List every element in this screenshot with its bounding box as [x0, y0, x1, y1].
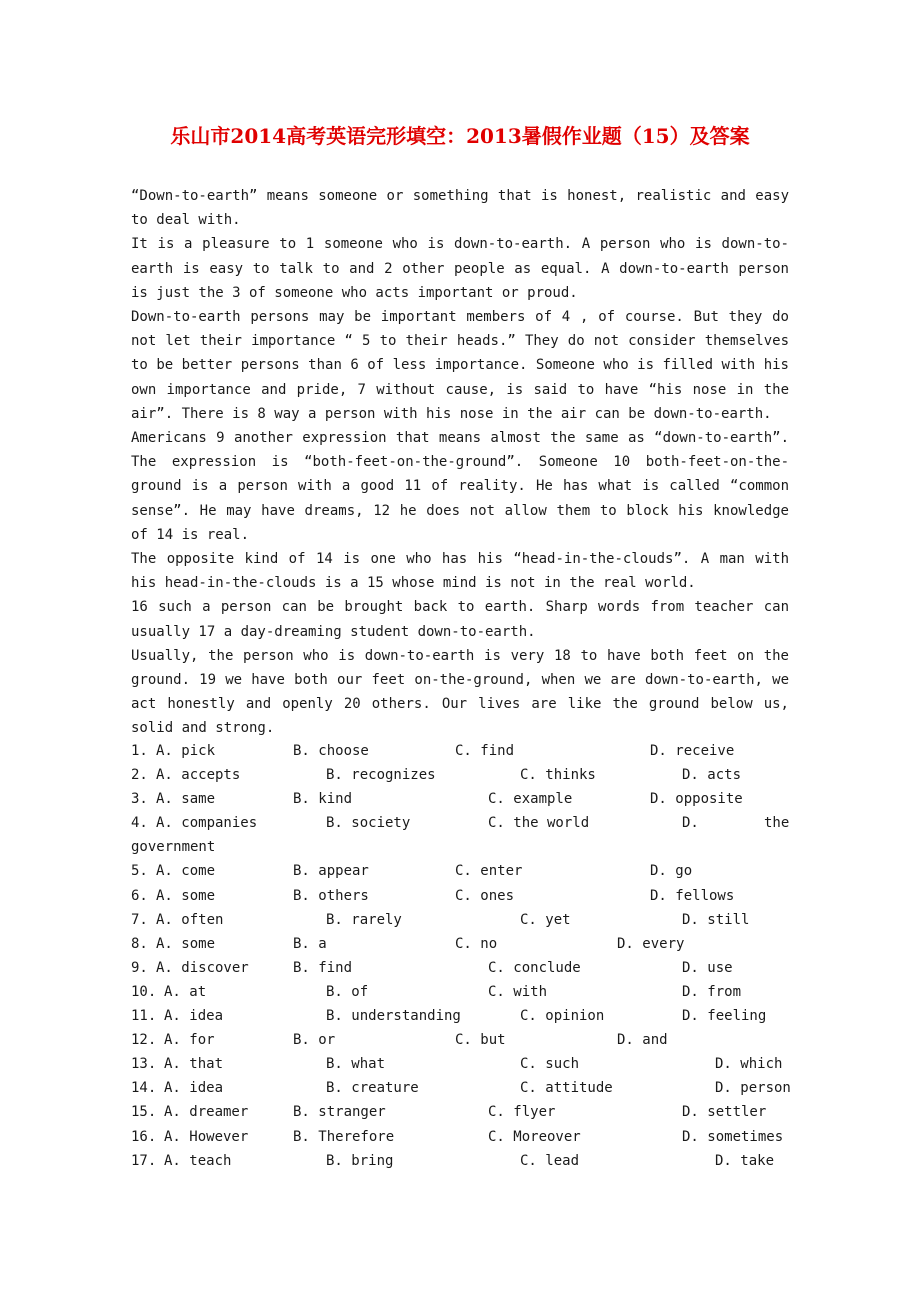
question-row — [131, 811, 791, 859]
option-d: D. which — [715, 1056, 783, 1073]
option-a: A. However — [164, 1128, 249, 1145]
option-b: B. Therefore — [293, 1128, 395, 1145]
option-b: B. recognizes — [326, 767, 436, 784]
question-row — [131, 908, 791, 932]
option-a: A. that — [164, 1056, 224, 1073]
option-c: C. but — [455, 1032, 506, 1049]
question-number: 3. — [131, 791, 148, 808]
option-b: B. choose — [293, 743, 369, 759]
passage-paragraph: Americans 9 another expression that means almost the same as “down-to-earth”. The expression is “both-feet-on-the-ground”. Someone 10 both-feet-on-the-ground is a person with a good 11 of reality. He has what is called “common sense”. He may have dreams, 12 he does not allow them to block his knowledge of 14 is real. — [131, 430, 789, 543]
option-d: D. still — [682, 911, 750, 928]
question-row — [131, 956, 791, 980]
option-c: C. example — [488, 791, 573, 808]
option-d-text-continued: government — [131, 839, 216, 856]
option-a: A. discover — [156, 959, 249, 976]
option-d: D. feeling — [682, 1008, 767, 1025]
question-row — [131, 1052, 791, 1076]
question-number: 9. — [131, 959, 148, 976]
option-d: D. sometimes — [682, 1128, 784, 1145]
option-d: D. acts — [682, 767, 742, 784]
option-c: C. flyer — [488, 1104, 556, 1121]
option-c: C. thinks — [520, 767, 596, 784]
option-d: D. settler — [682, 1104, 767, 1121]
question-number: 16. — [131, 1128, 157, 1145]
option-a: A. come — [156, 863, 216, 880]
option-b: B. of — [326, 983, 369, 1000]
passage-paragraph: The opposite kind of 14 is one who has his “head-in-the-clouds”. A man with his head-in-the-clouds is a 15 whose mind is not in the real world. — [131, 551, 789, 592]
option-c: C. ones — [455, 887, 515, 904]
option-b: B. others — [293, 887, 369, 904]
question-number: 1. — [131, 743, 148, 759]
option-a: A. at — [164, 983, 207, 1000]
answer-options — [131, 739, 791, 1173]
option-c: C. lead — [520, 1152, 580, 1169]
option-a: A. companies — [156, 815, 258, 832]
option-d: D. go — [650, 863, 693, 880]
question-row — [131, 763, 791, 787]
option-b: B. rarely — [326, 911, 402, 928]
question-number: 6. — [131, 887, 148, 904]
question-row — [131, 884, 791, 908]
option-b: B. what — [326, 1056, 386, 1073]
option-c: C. Moreover — [488, 1128, 581, 1145]
option-b: B. creature — [326, 1080, 419, 1097]
passage-paragraph: 16 such a person can be brought back to earth. Sharp words from teacher can usually 17 a day-dreaming student down-to-earth. — [131, 599, 789, 640]
question-row — [131, 1125, 791, 1149]
question-row — [131, 1149, 791, 1173]
option-b: B. kind — [293, 791, 353, 808]
option-d: D. — [682, 815, 699, 832]
option-a: A. for — [164, 1032, 215, 1049]
question-row — [131, 1028, 791, 1052]
option-a: A. often — [156, 911, 224, 928]
option-d: D. and — [617, 1032, 668, 1049]
option-a: A. dreamer — [164, 1104, 249, 1121]
question-number: 4. — [131, 815, 148, 832]
page-title: 乐山市2014高考英语完形填空：2013暑假作业题（15）及答案 — [170, 124, 750, 148]
question-number: 11. — [131, 1008, 157, 1025]
option-b: B. appear — [293, 863, 369, 880]
option-b: B. stranger — [293, 1104, 386, 1121]
question-number: 7. — [131, 911, 148, 928]
question-number: 10. — [131, 983, 157, 1000]
option-b: B. understanding — [326, 1008, 461, 1025]
option-b: B. society — [326, 815, 411, 832]
option-d: D. from — [682, 983, 742, 1000]
option-c: C. with — [488, 983, 548, 1000]
question-row — [131, 859, 791, 883]
option-d: D. fellows — [650, 887, 735, 904]
option-a: A. some — [156, 887, 216, 904]
option-c: C. enter — [455, 863, 523, 880]
question-row — [131, 1076, 791, 1100]
passage-paragraph: Usually, the person who is down-to-earth is very 18 to have both feet on the ground. 19 we have both our feet on-the-ground, when we are down-to-earth, we act honestly and openly 20 others. Our lives are like the ground below us, solid and strong. — [131, 647, 789, 737]
option-a: A. teach — [164, 1152, 232, 1169]
question-row — [131, 980, 791, 1004]
question-row — [131, 932, 791, 956]
option-d: D. every — [617, 935, 685, 952]
option-c: C. opinion — [520, 1008, 605, 1025]
question-row — [131, 1100, 791, 1124]
option-c: C. yet — [520, 911, 571, 928]
option-c: C. such — [520, 1056, 580, 1073]
question-row — [131, 739, 791, 763]
option-d: D. receive — [650, 743, 735, 759]
option-c: C. conclude — [488, 959, 581, 976]
option-c: C. attitude — [520, 1080, 613, 1097]
option-b: B. bring — [326, 1152, 394, 1169]
option-d: D. use — [682, 959, 733, 976]
option-c: C. find — [455, 743, 515, 759]
option-d: D. take — [715, 1152, 775, 1169]
option-d: D. opposite — [650, 791, 743, 808]
question-number: 2. — [131, 767, 148, 784]
question-number: 15. — [131, 1104, 157, 1121]
passage-paragraph: Down-to-earth persons may be important members of 4 , of course. But they do not let their importance “ 5 to their heads.” They do not consider themselves to be better persons than 6 of less importance. Someone who is filled with his own importance and pride, 7 without cause, is said to have “his nose in the air”. There is 8 way a person with his nose in the air can be down-to-earth. — [131, 309, 789, 422]
option-b: B. or — [293, 1032, 336, 1049]
option-d: D. person — [715, 1080, 791, 1097]
option-b: B. find — [293, 959, 353, 976]
option-a: A. idea — [164, 1008, 224, 1025]
passage-paragraph: “Down-to-earth” means someone or something that is honest, realistic and easy to deal with. — [131, 188, 789, 229]
question-number: 13. — [131, 1056, 157, 1073]
question-number: 14. — [131, 1080, 157, 1097]
option-c: C. no — [455, 935, 498, 952]
question-number: 17. — [131, 1152, 157, 1169]
cloze-passage — [131, 184, 789, 741]
option-a: A. idea — [164, 1080, 224, 1097]
question-number: 8. — [131, 935, 148, 952]
option-c: C. the world — [488, 815, 590, 832]
option-a: A. some — [156, 935, 216, 952]
option-d-text: the — [764, 815, 790, 832]
option-b: B. a — [293, 935, 327, 952]
question-number: 5. — [131, 863, 148, 880]
option-a: A. pick — [156, 743, 216, 759]
question-row — [131, 1004, 791, 1028]
question-row — [131, 787, 791, 811]
passage-paragraph: It is a pleasure to 1 someone who is down-to-earth. A person who is down-to-earth is easy to talk to and 2 other people as equal. A down-to-earth person is just the 3 of someone who acts important or proud. — [131, 236, 789, 301]
question-number: 12. — [131, 1032, 157, 1049]
option-a: A. same — [156, 791, 216, 808]
option-a: A. accepts — [156, 767, 241, 784]
